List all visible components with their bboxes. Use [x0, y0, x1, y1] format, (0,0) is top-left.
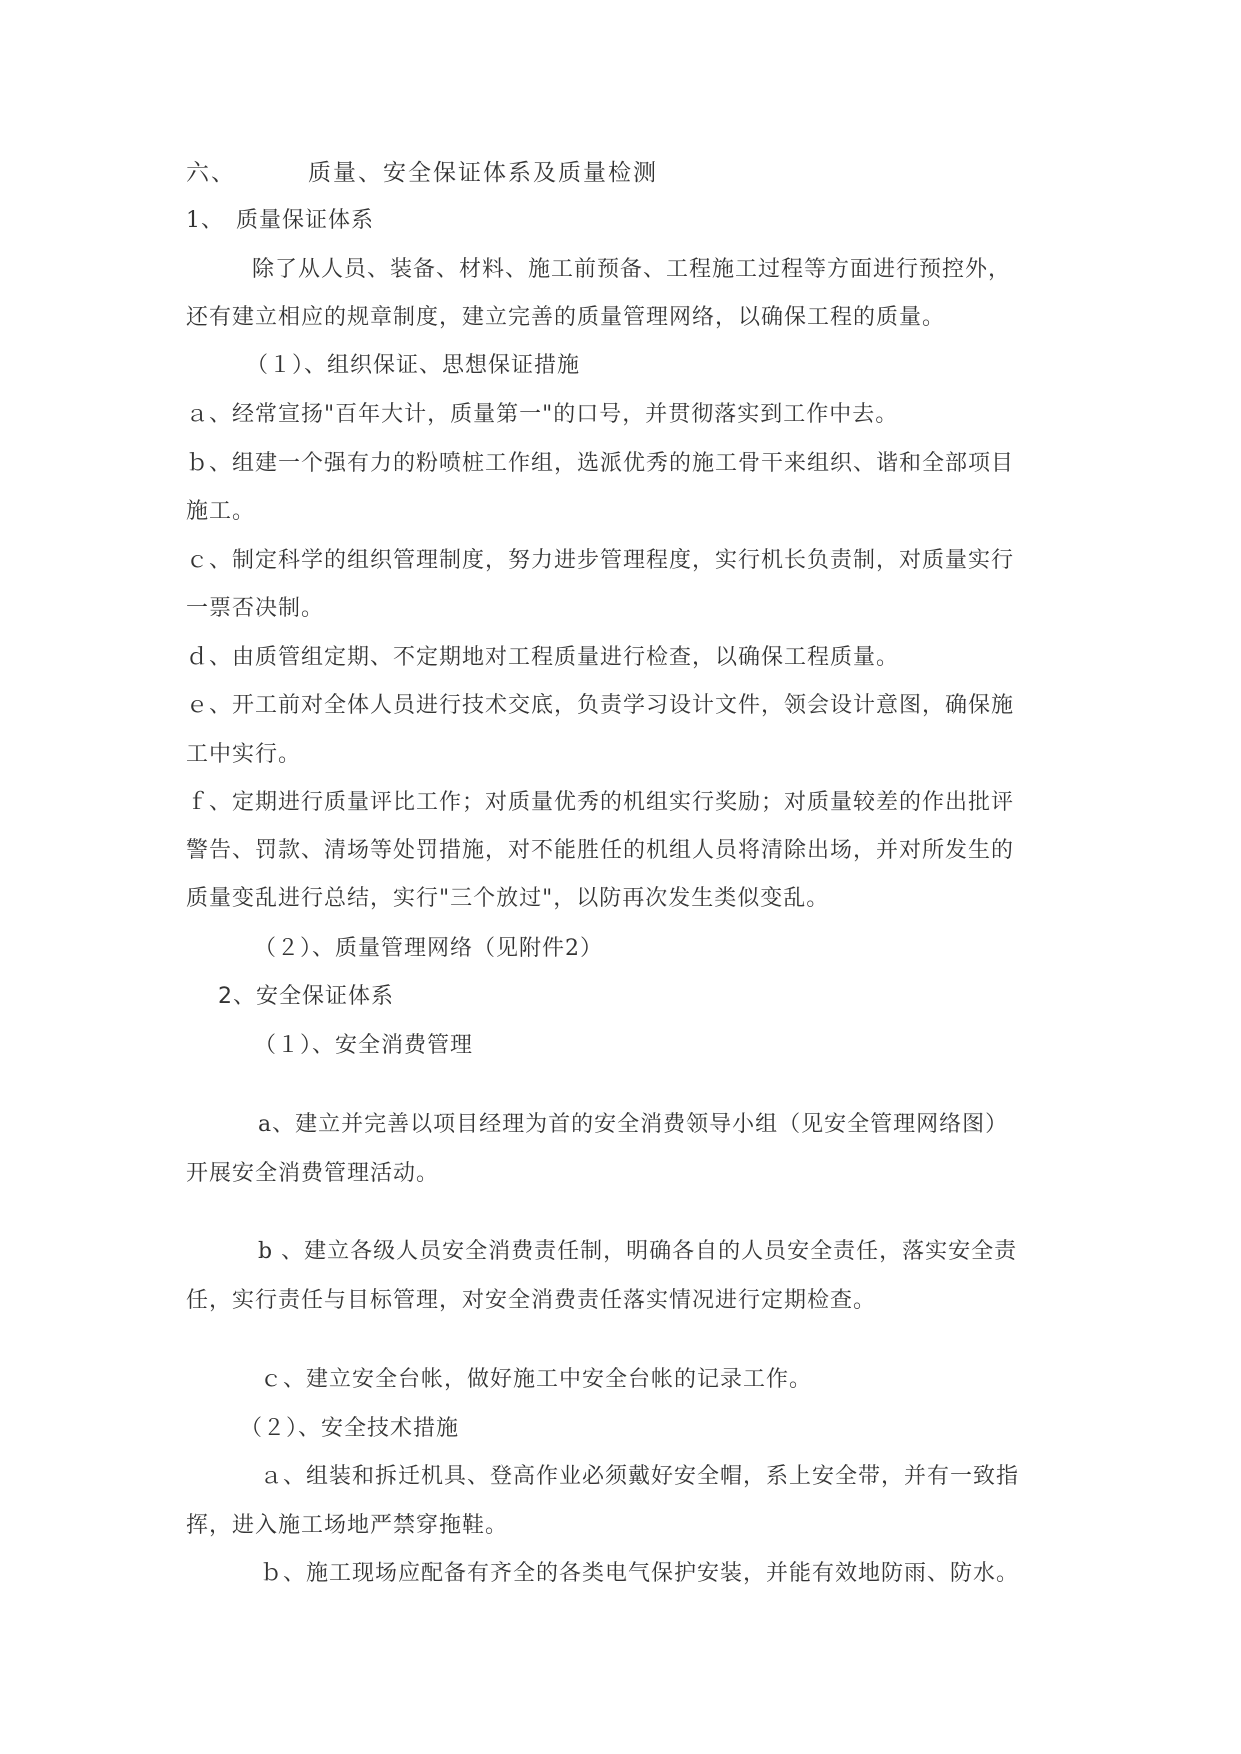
list-item: ｅ、开工前对全体人员进行技术交底，负责学习设计文件，领会设计意图，确保施 — [186, 693, 1015, 718]
subsection-heading: （１）、组织保证、思想保证措施 — [246, 353, 581, 378]
list-item: b 、建立各级人员安全消费责任制，明确各自的人员安全责任，落实安全责 — [258, 1239, 1018, 1264]
list-item: ｂ、施工现场应配备有齐全的各类电气保护安装，并能有效地防雨、防水。 — [260, 1561, 1020, 1586]
list-item-continuation: 施工。 — [186, 499, 256, 524]
list-item-continuation: 开展安全消费管理活动。 — [186, 1161, 440, 1186]
list-item: ｆ、定期进行质量评比工作；对质量优秀的机组实行奖励；对质量较差的作出批评 — [186, 790, 1015, 815]
section-heading — [186, 158, 658, 188]
subsection-heading: 2、安全保证体系 — [218, 984, 394, 1009]
section-title: 质量、安全保证体系及质量检测 — [308, 160, 658, 186]
list-item-continuation: 工中实行。 — [186, 742, 302, 767]
list-item-continuation: 质量变乱进行总结，实行"三个放过"，以防再次发生类似变乱。 — [186, 886, 830, 911]
list-item: ｂ、组建一个强有力的粉喷桩工作组，选派优秀的施工骨干来组织、谐和全部项目 — [186, 451, 1015, 476]
section-number: 六、 — [186, 160, 236, 186]
list-item: ｃ、建立安全台帐，做好施工中安全台帐的记录工作。 — [260, 1367, 813, 1392]
list-item: a、建立并完善以项目经理为首的安全消费领导小组（见安全管理网络图） — [258, 1112, 1009, 1137]
list-item: ｄ、由质管组定期、不定期地对工程质量进行检查，以确保工程质量。 — [186, 645, 900, 670]
paragraph-line: 还有建立相应的规章制度，建立完善的质量管理网络，以确保工程的质量。 — [186, 305, 946, 330]
list-item: ｃ、制定科学的组织管理制度，努力进步管理程度，实行机长负责制，对质量实行 — [186, 548, 1015, 573]
subsection-heading: 1、 质量保证体系 — [186, 208, 374, 233]
subsection-heading: （２）、质量管理网络（见附件2） — [254, 936, 603, 961]
list-item: ａ、经常宣扬"百年大计，质量第一"的口号，并贯彻落实到工作中去。 — [186, 402, 899, 427]
list-item-continuation: 任，实行责任与目标管理，对安全消费责任落实情况进行定期检查。 — [186, 1288, 877, 1313]
list-item-continuation: 挥，进入施工场地严禁穿拖鞋。 — [186, 1513, 509, 1538]
list-item-continuation: 警告、罚款、清场等处罚措施，对不能胜任的机组人员将清除出场，并对所发生的 — [186, 838, 1015, 863]
list-item: ａ、组装和拆迁机具、登高作业必须戴好安全帽，系上安全带，并有一致指 — [260, 1464, 1020, 1489]
paragraph-line: 除了从人员、装备、材料、施工前预备、工程施工过程等方面进行预控外， — [252, 257, 1012, 282]
list-item-continuation: 一票否决制。 — [186, 596, 325, 621]
subsection-heading: （１）、安全消费管理 — [254, 1033, 474, 1058]
subsection-heading: （２）、安全技术措施 — [240, 1416, 460, 1441]
